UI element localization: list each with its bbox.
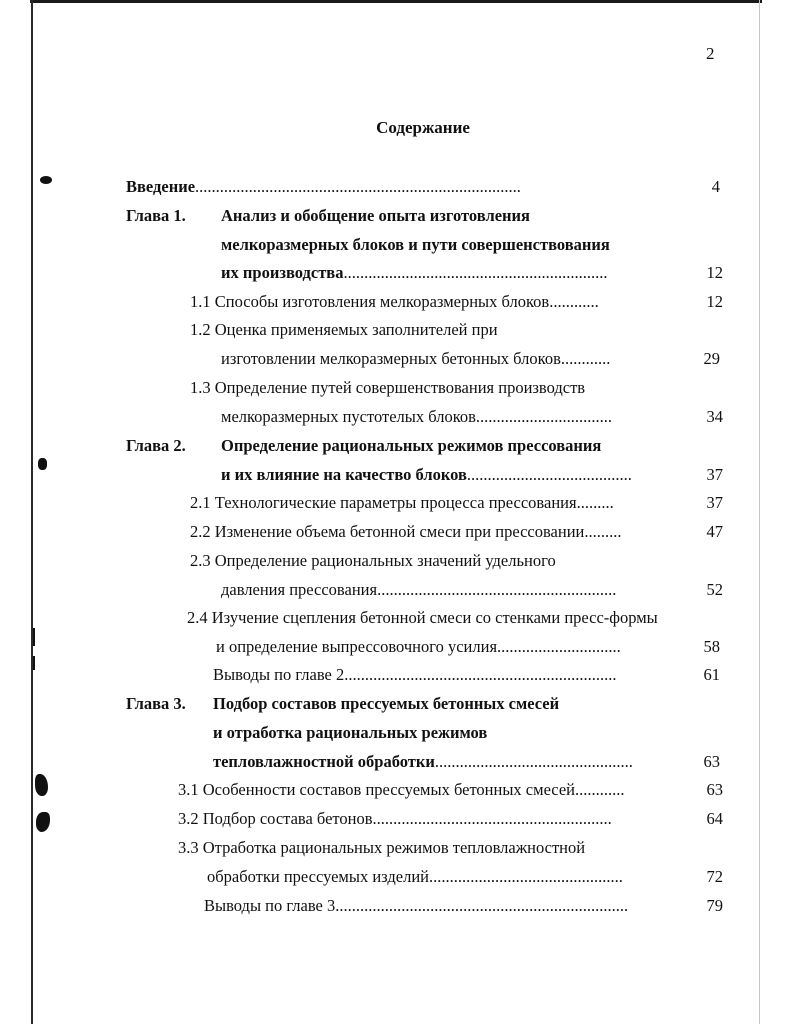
scan-blot <box>35 774 48 796</box>
toc-page-number: 52 <box>706 580 723 599</box>
scan-mark <box>33 656 35 670</box>
chapter-title-line: Подбор составов прессуемых бетонных смесей <box>213 694 560 713</box>
toc-section-cont: мелкоразмерных пустотелых блоков................................. <box>221 407 613 426</box>
toc-page-number: 47 <box>706 522 723 541</box>
toc-page-number: 37 <box>706 465 723 484</box>
toc-section-cont: и определение выпрессовочного усилия.............................. <box>216 637 621 656</box>
toc-section: 1.2 Оценка применяемых заполнителей при <box>190 320 498 339</box>
chapter-title-line: их производства................................................................ <box>221 263 608 282</box>
chapter-label: Глава 1. <box>126 206 186 225</box>
scan-mark <box>33 628 35 646</box>
toc-section-cont: обработки прессуемых изделий............................................... <box>207 867 623 886</box>
toc-page-number: 79 <box>706 896 723 915</box>
toc-page-number: 37 <box>706 493 723 512</box>
toc-page-number: 4 <box>711 177 720 196</box>
toc-leader: ........................................ <box>466 465 632 484</box>
toc-page-number: 63 <box>706 780 723 799</box>
toc-entry-intro <box>126 177 521 197</box>
chapter-title-line: тепловлажностной обработки................................................ <box>213 752 633 771</box>
toc-section: 2.4 Изучение сцепления бетонной смеси со стенками пресс-формы <box>187 608 658 627</box>
toc-leader: ............................................................................... <box>195 177 521 196</box>
scan-blot <box>36 812 50 832</box>
chapter-title-line: Определение рациональных режимов прессования <box>221 436 602 455</box>
scan-blot <box>38 458 47 470</box>
toc-page-number: 12 <box>706 292 723 311</box>
page-title: Содержание <box>376 118 470 137</box>
toc-section-cont: изготовлении мелкоразмерных бетонных блоков............ <box>221 349 611 368</box>
toc-section: 1.1 Способы изготовления мелкоразмерных блоков............ <box>190 292 599 311</box>
page-number: 2 <box>706 44 715 63</box>
toc-section: 3.3 Отработка рациональных режимов тепловлажностной <box>178 838 586 857</box>
toc-page-number: 63 <box>703 752 720 771</box>
scan-left-edge <box>31 0 33 1024</box>
scan-top-edge <box>30 0 762 3</box>
toc-conclusions: Выводы по главе 3....................................................................... <box>204 896 629 915</box>
toc-page-number: 29 <box>703 349 720 368</box>
chapter-title-line: и отработка рациональных режимов <box>213 723 488 742</box>
toc-conclusions: Выводы по главе 2.................................................................. <box>213 665 617 684</box>
chapter-label: Глава 3. <box>126 694 186 713</box>
toc-page-number: 64 <box>706 809 723 828</box>
toc-page-number: 12 <box>706 263 723 282</box>
toc-page-number: 72 <box>706 867 723 886</box>
toc-leader: ................................................ <box>434 752 633 771</box>
scan-blot <box>40 176 52 184</box>
toc-section: 1.3 Определение путей совершенствования производств <box>190 378 586 397</box>
toc-section: 2.1 Технологические параметры процесса прессования......... <box>190 493 614 512</box>
toc-page-number: 34 <box>706 407 723 426</box>
toc-page-number: 61 <box>703 665 720 684</box>
toc-page-number: 58 <box>703 637 720 656</box>
toc-section: 2.2 Изменение объема бетонной смеси при прессовании......... <box>190 522 622 541</box>
chapter-label: Глава 2. <box>126 436 186 455</box>
chapter-title-line: и их влияние на качество блоков........................................ <box>221 465 632 484</box>
toc-entry-text: Введение <box>126 177 196 196</box>
chapter-title-line: мелкоразмерных блоков и пути совершенствования <box>221 235 610 254</box>
toc-section-cont: давления прессования.......................................................... <box>221 580 617 599</box>
toc-section: 2.3 Определение рациональных значений удельного <box>190 551 556 570</box>
scan-right-edge <box>759 0 760 1024</box>
toc-section: 3.1 Особенности составов прессуемых бетонных смесей............ <box>178 780 625 799</box>
toc-leader: ................................................................ <box>343 263 608 282</box>
chapter-title-line: Анализ и обобщение опыта изготовления <box>221 206 530 225</box>
toc-section: 3.2 Подбор состава бетонов.......................................................... <box>178 809 612 828</box>
